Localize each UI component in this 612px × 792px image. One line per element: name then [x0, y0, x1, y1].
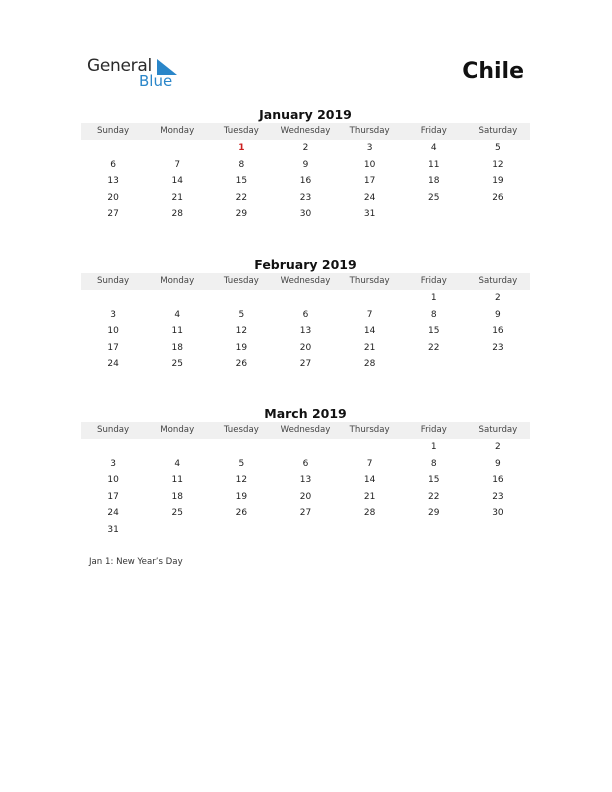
day-cell — [273, 290, 337, 307]
day-cell — [145, 140, 209, 157]
day-cell: 15 — [428, 475, 440, 486]
day-cell — [209, 290, 273, 307]
day-cell: 11 — [171, 475, 183, 486]
day-cell: 9 — [302, 159, 309, 170]
day-cell: 23 — [492, 342, 504, 353]
day-cell: 13 — [107, 176, 119, 187]
day-cell: 6 — [302, 309, 309, 320]
day-cell: 1 — [430, 293, 437, 303]
day-cell — [338, 522, 402, 539]
day-cell: 10 — [363, 159, 376, 170]
day-cell — [402, 356, 466, 373]
day-cell: 17 — [107, 342, 119, 353]
day-cell: 8 — [238, 159, 245, 170]
day-cell: 14 — [171, 176, 183, 187]
day-cell: 2 — [495, 293, 501, 303]
day-cell: 29 — [428, 508, 440, 519]
weekday-label: Friday — [420, 126, 447, 136]
day-cell: 31 — [107, 524, 119, 535]
week-row — [81, 173, 530, 190]
day-cell: 10 — [107, 326, 119, 337]
day-cell — [81, 290, 145, 307]
day-cell: 24 — [107, 508, 119, 519]
weekday-label: Friday — [420, 425, 447, 435]
day-cell: 16 — [299, 176, 312, 187]
day-cell: 27 — [299, 508, 312, 519]
day-cell: 7 — [174, 159, 181, 170]
day-cell: 18 — [171, 342, 183, 353]
weekday-header-row — [81, 422, 530, 439]
weekday-header-row — [81, 123, 530, 140]
day-cell: 18 — [171, 491, 183, 502]
week-row — [81, 456, 530, 473]
weekday-label: Monday — [160, 126, 195, 136]
day-cell: 27 — [299, 359, 312, 370]
day-cell: 25 — [428, 192, 440, 203]
day-cell: 28 — [363, 359, 376, 370]
week-row — [81, 190, 530, 207]
month-title: February 2019 — [254, 257, 357, 272]
day-cell: 9 — [495, 309, 501, 320]
weekday-label: Monday — [160, 425, 195, 435]
day-cell: 9 — [495, 458, 501, 469]
day-cell: 3 — [110, 309, 116, 320]
day-cell — [466, 206, 530, 223]
day-cell: 4 — [430, 143, 437, 153]
week-row — [81, 505, 530, 522]
day-cell — [338, 290, 402, 307]
day-cell: 21 — [171, 192, 183, 203]
day-cell — [466, 522, 530, 539]
weekday-label: Tuesday — [223, 425, 259, 435]
day-cell: 22 — [428, 342, 440, 353]
day-cell: 19 — [235, 491, 248, 502]
day-cell — [466, 356, 530, 373]
day-cell: 5 — [238, 458, 245, 469]
holiday-day-cell: 1 — [238, 143, 245, 153]
weekday-label: Tuesday — [223, 276, 259, 286]
week-row — [81, 323, 530, 340]
day-cell: 26 — [235, 359, 248, 370]
week-row — [81, 522, 530, 539]
day-cell: 12 — [235, 326, 248, 337]
day-cell: 28 — [363, 508, 376, 519]
day-cell: 16 — [492, 475, 504, 486]
day-cell: 11 — [171, 326, 183, 337]
weekday-label: Sunday — [96, 425, 130, 435]
holiday-notes — [89, 556, 183, 568]
day-cell: 5 — [238, 309, 245, 320]
week-row — [81, 489, 530, 506]
week-row — [81, 140, 530, 157]
day-cell: 23 — [492, 491, 504, 502]
weekday-label: Tuesday — [223, 126, 259, 136]
logo-word-blue: Blue — [139, 72, 173, 90]
weekday-label: Saturday — [478, 126, 518, 136]
day-cell: 21 — [363, 491, 376, 502]
day-cell: 26 — [492, 192, 504, 203]
country-title: Chile — [462, 59, 524, 84]
day-cell: 24 — [363, 192, 376, 203]
day-cell: 2 — [495, 442, 501, 452]
weekday-label: Wednesday — [280, 276, 331, 286]
day-cell: 17 — [107, 491, 119, 502]
weekday-header-row — [81, 273, 530, 290]
month-calendar-february — [81, 256, 530, 373]
day-cell: 30 — [299, 209, 312, 220]
weekday-label: Thursday — [349, 126, 390, 136]
day-cell: 15 — [235, 176, 248, 187]
weekday-label: Saturday — [478, 425, 518, 435]
weekday-label: Wednesday — [280, 126, 331, 136]
day-cell: 13 — [299, 326, 312, 337]
day-cell: 6 — [302, 458, 309, 469]
day-cell: 16 — [492, 326, 504, 337]
day-cell: 11 — [428, 159, 440, 170]
day-cell: 8 — [430, 458, 437, 469]
weekday-label: Sunday — [96, 276, 130, 286]
day-cell — [145, 522, 209, 539]
week-row — [81, 439, 530, 456]
day-cell: 4 — [174, 309, 181, 320]
day-cell: 23 — [299, 192, 312, 203]
day-cell: 25 — [171, 359, 183, 370]
month-title: March 2019 — [264, 406, 347, 421]
day-cell: 2 — [302, 143, 309, 153]
day-cell: 19 — [235, 342, 248, 353]
day-cell — [402, 206, 466, 223]
day-cell: 5 — [495, 143, 501, 153]
day-cell: 27 — [107, 209, 119, 220]
day-cell: 28 — [171, 209, 183, 220]
day-cell — [402, 522, 466, 539]
weekday-label: Monday — [160, 276, 195, 286]
day-cell: 3 — [110, 458, 116, 469]
day-cell: 15 — [428, 326, 440, 337]
weekday-label: Wednesday — [280, 425, 331, 435]
day-cell — [81, 439, 145, 456]
day-cell: 4 — [174, 458, 181, 469]
day-cell — [338, 439, 402, 456]
day-cell: 6 — [110, 159, 116, 170]
day-cell: 31 — [363, 209, 376, 220]
day-cell: 7 — [366, 309, 373, 320]
month-title: January 2019 — [259, 107, 352, 122]
month-calendar-march — [81, 405, 530, 539]
day-cell: 13 — [299, 475, 312, 486]
day-cell: 12 — [235, 475, 248, 486]
day-cell: 30 — [492, 508, 504, 519]
weekday-label: Sunday — [96, 126, 130, 136]
week-row — [81, 157, 530, 174]
holiday-note: Jan 1: New Year’s Day — [89, 557, 183, 567]
day-cell — [209, 439, 273, 456]
day-cell: 7 — [366, 458, 373, 469]
day-cell — [209, 522, 273, 539]
day-cell — [145, 439, 209, 456]
day-cell: 25 — [171, 508, 183, 519]
day-cell: 22 — [235, 192, 248, 203]
day-cell: 8 — [430, 309, 437, 320]
weekday-label: Thursday — [349, 276, 390, 286]
day-cell: 14 — [363, 475, 376, 486]
day-cell: 14 — [363, 326, 376, 337]
week-row — [81, 472, 530, 489]
weekday-label: Thursday — [349, 425, 390, 435]
day-cell: 12 — [492, 159, 504, 170]
day-cell: 24 — [107, 359, 119, 370]
weekday-label: Friday — [420, 276, 447, 286]
month-calendar-january — [81, 106, 530, 223]
week-row — [81, 340, 530, 357]
day-cell — [273, 439, 337, 456]
day-cell: 10 — [107, 475, 119, 486]
day-cell: 21 — [363, 342, 376, 353]
day-cell: 26 — [235, 508, 248, 519]
day-cell: 20 — [107, 192, 119, 203]
day-cell — [273, 522, 337, 539]
day-cell: 18 — [428, 176, 440, 187]
week-row — [81, 356, 530, 373]
day-cell — [145, 290, 209, 307]
logo-word-general: General — [87, 56, 152, 76]
day-cell: 19 — [492, 176, 504, 187]
generalblue-logo — [87, 56, 187, 92]
day-cell: 1 — [430, 442, 437, 452]
day-cell: 17 — [363, 176, 376, 187]
day-cell: 20 — [299, 491, 312, 502]
week-row — [81, 290, 530, 307]
week-row — [81, 307, 530, 324]
weekday-label: Saturday — [478, 276, 518, 286]
day-cell: 3 — [366, 143, 373, 153]
day-cell: 29 — [235, 209, 248, 220]
week-row — [81, 206, 530, 223]
day-cell — [81, 140, 145, 157]
day-cell: 22 — [428, 491, 440, 502]
day-cell: 20 — [299, 342, 312, 353]
